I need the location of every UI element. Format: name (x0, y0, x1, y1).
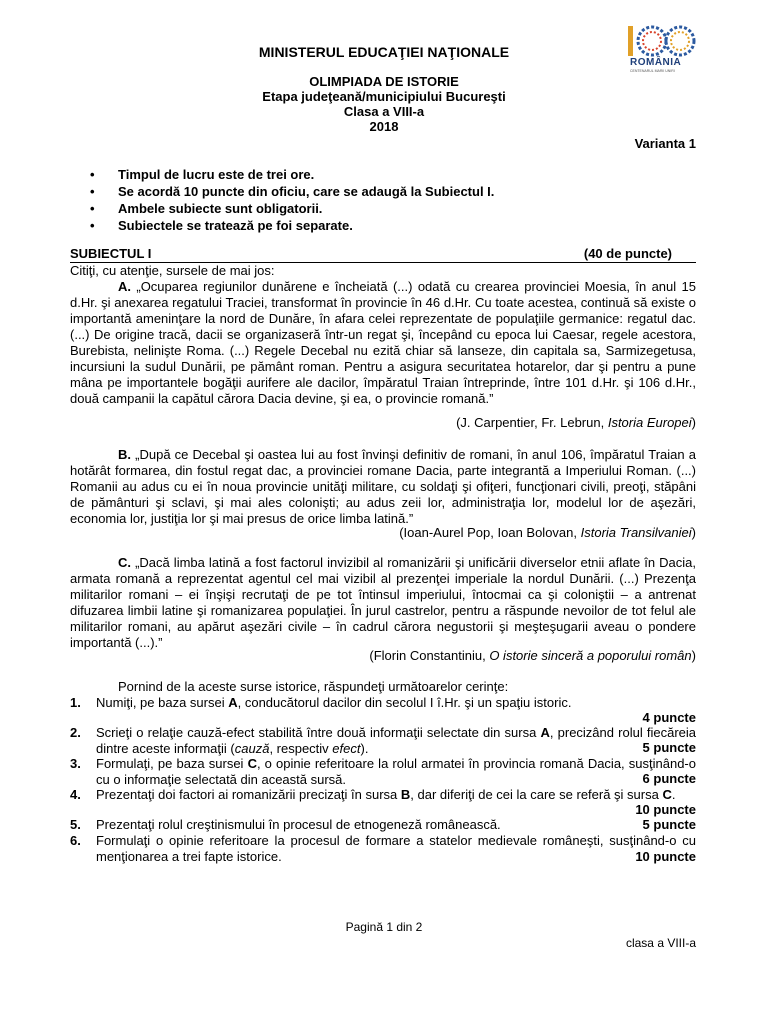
question-6 (70, 833, 696, 865)
citation-author: (Florin Constantiniu, (369, 648, 486, 663)
subject-title: SUBIECTUL I (70, 246, 152, 261)
grade-title: Clasa a VIII-a (343, 104, 425, 119)
question-text: , dar diferiţi de cei la care se referă şi sursa (410, 787, 663, 802)
question-3 (70, 756, 696, 788)
question-cause-term: cauză (234, 741, 270, 756)
rules-list (90, 166, 494, 234)
source-b-label: B. (118, 447, 131, 462)
source-b (70, 447, 696, 527)
citation-close: ) (691, 415, 696, 430)
subject-heading (70, 246, 696, 263)
citation-work: O istorie sinceră a poporului român (489, 648, 692, 663)
citation-work: Istoria Europei (607, 415, 692, 430)
task-intro: Pornind de la aceste surse istorice, răspundeţi următoarelor cerinţe: (118, 679, 509, 694)
question-text: Prezentaţi doi factori ai romanizării precizaţi în sursa (96, 787, 401, 802)
question-effect-term: efect (332, 741, 361, 756)
source-a-citation (456, 415, 696, 430)
question-1-points: 4 puncte (642, 710, 696, 725)
question-number: 6. (70, 833, 81, 848)
question-2 (70, 725, 696, 757)
question-source-ref: C (662, 787, 672, 802)
source-c-label: C. (118, 555, 131, 570)
citation-work: Istoria Transilvaniei (580, 525, 692, 540)
rule-item: • Subiectele se tratează pe foi separate. (90, 217, 494, 234)
question-4 (70, 787, 696, 803)
rule-item: • Se acordă 10 puncte din oficiu, care se adaugă la Subiectul I. (90, 183, 494, 200)
ministry-title: MINISTERUL EDUCAŢIEI NAŢIONALE (258, 44, 510, 60)
question-source-ref: B (400, 787, 411, 802)
question-text: Numiţi, pe baza sursei (96, 695, 229, 710)
olympiad-title: OLIMPIADA DE ISTORIE (309, 74, 459, 89)
question-1 (70, 695, 696, 711)
citation-author: (Ioan-Aurel Pop, Ioan Bolovan, (399, 525, 577, 540)
question-text: , conducătorul dacilor din secolul I î.Hr. şi un spaţiu istoric. (237, 695, 572, 710)
source-c (70, 555, 696, 651)
question-text: Prezentaţi rolul creştinismului în procesul de etnogeneză românească. (96, 817, 501, 832)
footer-class: clasa a VIII-a (625, 936, 696, 950)
source-a-text: „Ocuparea regiunilor dunărene e încheiată (...) odată cu crearea provinciei Moesia, în anul 15 d.Hr. şi anexarea regatului Traciei, transformat în provincie în 46 d.Hr. Cu toate acestea, continuă să existe o importantă ameninţare la nord de Dunăre, în afara celei reprezentate de populaţiile germanice: regatul dac. (...) De origine tracă, dacii se organizaseră într-un regat şi, începând cu epoca lui Caesar, regele acestora, Burebista, nelinişte Roma. (...) Regele Decebal nu ezită chiar să lanseze, din capitala sa, Sarmizegetusa, incursiuni la sudul Dunării, pe pământ roman. Pentru a asigura securitatea hotarelor, dar şi pentru a pune mâna pe importantele bogăţii aurifere ale dacilor, împăratul Traian întreprinde, între 101 d.Hr. şi 106 d.Hr., două campanii la capătul cărora Dacia devine, şi ea, o provincie romană.” (70, 279, 696, 406)
rule-item: • Timpul de lucru este de trei ore. (90, 166, 494, 183)
source-b-citation (399, 525, 696, 540)
source-a-label: A. (118, 279, 131, 294)
question-text: , o opinie referitoare la rolul armatei în provincia romană Dacia, susţinând-o cu o informaţie selectată din această sursă. (96, 756, 696, 787)
question-number: 2. (70, 725, 81, 740)
question-5 (70, 817, 696, 833)
question-number: 4. (70, 787, 81, 802)
question-number: 3. (70, 756, 81, 771)
question-text: , precizând rolul fiecăreia dintre aceste informaţii ( (96, 725, 696, 756)
question-text: , respectiv (269, 741, 333, 756)
source-c-citation (369, 648, 696, 663)
page-number: Pagină 1 din 2 (345, 920, 423, 934)
question-6-points: 10 puncte (635, 849, 696, 864)
question-source-ref: C (247, 756, 257, 771)
variant-label: Varianta 1 (634, 136, 696, 151)
question-text: Formulaţi, pe baza sursei (96, 756, 248, 771)
question-text: Formulaţi o opinie referitoare la procesul de formare a statelor medievale româneşti, susţinând-o cu menţionarea a trei fapte istorice. (96, 833, 696, 864)
stage-title: Etapa judeţeană/municipiului Bucureşti (262, 89, 506, 104)
question-source-ref: A (540, 725, 550, 740)
logo-tagline: CENTENARUL MARII UNIRI (630, 69, 675, 73)
subject-points: (40 de puncte) (583, 246, 672, 261)
question-2-points: 5 puncte (642, 740, 696, 755)
question-text: ). (360, 741, 369, 756)
source-b-text: „După ce Decebal şi oastea lui au fost învinşi definitiv de romani, în anul 106, împăratul Traian a hotărât formarea, din fostul regat dac, a provinciei romane Dacia, parte integrantă a Imperiului Roman. (...) Romanii au adus cu ei în noua provincie unităţi militare, cu soldaţi şi ofiţeri, funcţionari civili, preoţi, stăpâni de pământuri şi sclavi, şi mai ales colonişti; au adus zeii lor, administraţia lor, modelul lor de aşezări, economia lor, justiţia lor şi mai presus de orice limba latină.” (70, 447, 696, 526)
question-4-points: 10 puncte (635, 802, 696, 817)
citation-close: ) (691, 648, 696, 663)
source-c-text: „Dacă limba latină a fost factorul invizibil al romanizării şi unificării diverselor etnii aflate în Dacia, armata romană a reprezentat agentul cel mai vizibil al prezenţei imperiale la nordul Dunării. (...) Prezenţa militarilor romani – ei înşişi recrutaţi de pe tot întinsul imperiului, întocmai ca şi coloniştii – a antrenat difuzarea limbii latine şi romanizarea populaţiei. În jurul castrelor, pentru a răspunde nevoilor de tot felul ale militarilor romani, au apărut aşezări civile – în cadrul cărora negustorii şi meşteşugarii aveau o pondere importantă (...).” (70, 555, 696, 650)
question-text: Scrieţi o relaţie cauză-efect stabilită între două informaţii selectate din sursa (96, 725, 541, 740)
question-text: . (671, 787, 676, 802)
rule-item: • Ambele subiecte sunt obligatorii. (90, 200, 494, 217)
question-source-ref: A (228, 695, 238, 710)
question-number: 1. (70, 695, 81, 710)
logo-country: ROMÂNIA (630, 57, 682, 68)
source-a (70, 279, 696, 407)
question-5-points: 5 puncte (642, 817, 696, 832)
year-title: 2018 (369, 119, 399, 134)
citation-close: ) (691, 525, 696, 540)
citation-author: (J. Carpentier, Fr. Lebrun, (456, 415, 605, 430)
intro-text: Citiţi, cu atenţie, sursele de mai jos: (70, 263, 275, 278)
question-3-points: 6 puncte (642, 771, 696, 786)
question-number: 5. (70, 817, 81, 832)
